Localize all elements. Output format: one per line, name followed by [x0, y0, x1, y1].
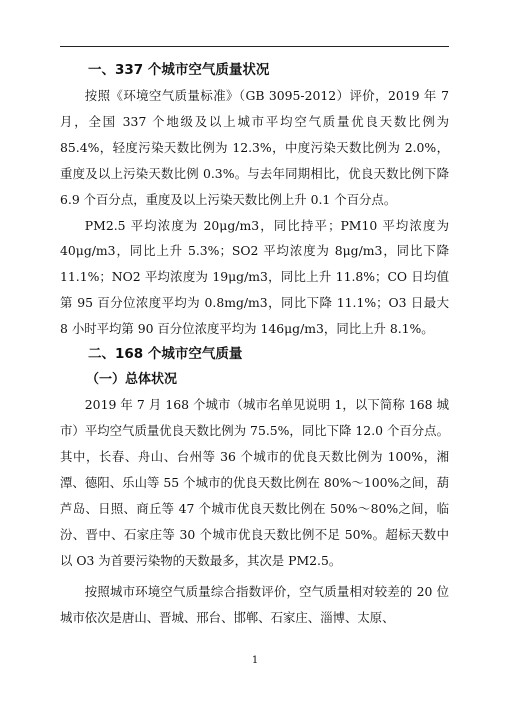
page-number: 1	[251, 655, 259, 666]
section1-paragraph-2: PM2.5 平均浓度为 20μg/m3，同比持平；PM10 平均浓度为 40μg/m3，同比上升 5.3%；SO2 平均浓度为 8μg/m3，同比下降 11.1%；NO2 平均浓度为 19μg/m3，同比上升 11.8%；CO 日均值第 95 百分位浓度平均为 0.8mg/m3，同比下降 11.1%；O3 日最大 8 小时平均第 90 百分位浓度平均为 146μg/m3，同比上升 8.1%。	[60, 217, 449, 337]
section1-heading: 一、337 个城市空气质量状况	[88, 62, 270, 78]
section2-heading: 二、168 个城市空气质量	[88, 346, 243, 363]
header-rule	[60, 46, 449, 47]
section2-paragraph-1: 2019 年 7 月 168 个城市（城市名单见说明 1，以下简称 168 城市）平均空气质量优良天数比例为 75.5%，同比下降 12.0 个百分点。其中，长春、舟山、台州等 36 个城市的优良天数比例为 100%，湘潭、德阳、乐山等 55 个城市的优良天数比例在 80%～100%之间，葫芦岛、日照、商丘等 47 个城市优良天数比例在 50%～80%之间，临汾、晋中、石家庄等 30 个城市优良天数比例不足 50%。超标天数中以 O3 为首要污染物的天数最多，其次是 PM2.5。	[60, 397, 449, 568]
section2-paragraph-2: 按照城市环境空气质量综合指数评价，空气质量相对较差的 20 位城市依次是唐山、晋城、邢台、邯郸、石家庄、淄博、太原、	[60, 584, 449, 626]
document-body	[60, 58, 449, 631]
subsection1-heading: （一）总体状况	[86, 372, 178, 388]
section1-paragraph-1: 按照《环境空气质量标准》（GB 3095-2012）评价，2019 年 7 月，全国 337 个地级及以上城市平均空气质量优良天数比例为 85.4%，轻度污染天数比例为 12.3%，中度污染天数比例为 2.0%，重度及以上污染天数比例 0.3%。与去年同期相比，优良天数比例下降 6.9 个百分点，重度及以上污染天数比例上升 0.1 个百分点。	[60, 88, 449, 207]
